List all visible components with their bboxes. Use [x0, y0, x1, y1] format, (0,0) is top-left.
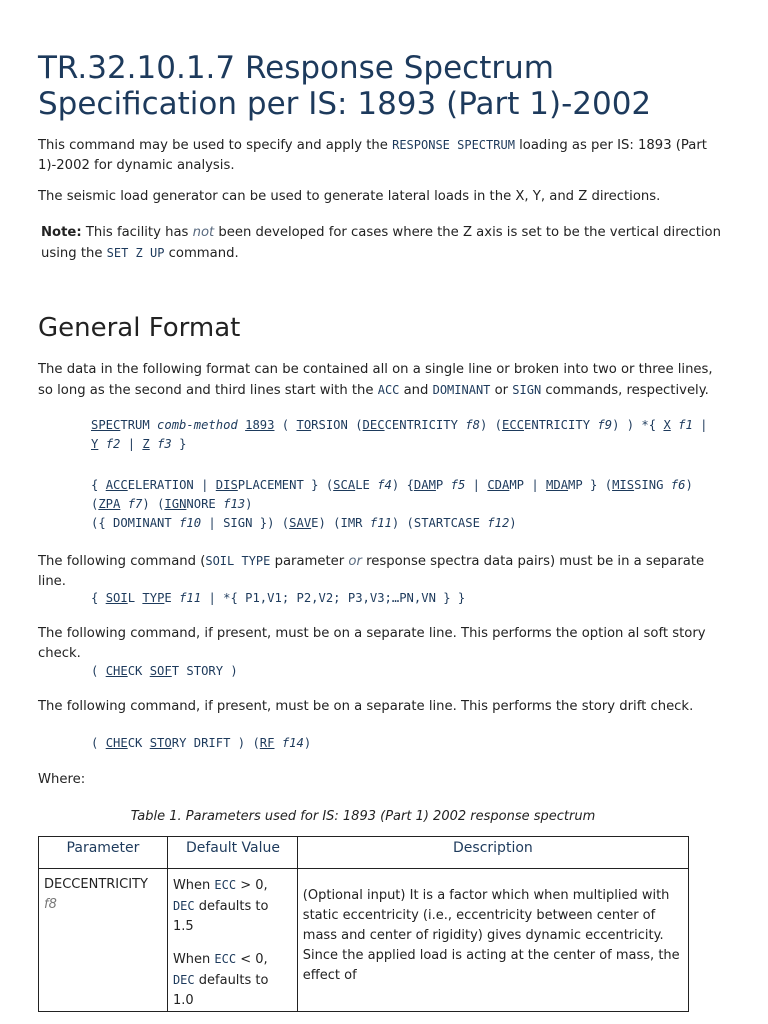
- header-default-value: Default Value: [167, 837, 297, 869]
- soft-story-paragraph: The following command, if present, must be on a separate line. This performs the option al soft story check.: [38, 626, 706, 661]
- param-name: DECCENTRICITY: [44, 877, 148, 892]
- page-title: TR.32.10.1.7 Response Spectrum Specification per IS: 1893 (Part 1)-2002: [38, 50, 652, 122]
- note-paragraph: [41, 223, 731, 264]
- note-text-end: command.: [164, 246, 239, 261]
- note-code: SET Z UP: [106, 246, 165, 260]
- table-row: [39, 869, 689, 1012]
- soil-text-end: response spectra data pairs) must be in a separate line.: [38, 554, 705, 589]
- syntax-soft-story: ( CHECK SOFT STORY ): [91, 664, 238, 678]
- parameters-table: [38, 836, 689, 1012]
- format-text-and: and: [399, 383, 433, 398]
- syntax-acceleration-block: { ACCELERATION | DISPLACEMENT } (SCALE f4) {DAMP f5 | CDAMP | MDAMP } (MISSING f6) (ZPA f7) (IGNNORE f13) ({ DOMINANT f10 | SIGN }) (SAVE) (IMR f11) (STARTCASE f12): [91, 478, 693, 530]
- default-code-dec: DEC: [172, 899, 195, 913]
- header-description: Description: [297, 837, 688, 869]
- format-text-end: commands, respectively.: [541, 383, 709, 398]
- soil-emphasis: or: [348, 554, 362, 569]
- soil-paragraph: [38, 551, 728, 592]
- default-code-dec: DEC: [172, 973, 195, 987]
- default-text-end: defaults to 1.0: [172, 973, 269, 1008]
- default-ecc-positive: [173, 875, 292, 937]
- default-text-end: defaults to 1.5: [172, 899, 269, 934]
- cell-default-value: [167, 869, 297, 1012]
- soil-text-mid: parameter: [270, 554, 349, 569]
- default-text-mid: > 0,: [236, 878, 268, 893]
- header-parameter: Parameter: [39, 837, 168, 869]
- default-text: When: [172, 878, 215, 893]
- default-code-ecc: ECC: [214, 878, 237, 892]
- general-format-heading: General Format: [38, 313, 241, 343]
- format-code-sign: SIGN: [512, 383, 542, 397]
- cell-parameter: [39, 869, 168, 1012]
- note-text-mid: been developed for cases where the Z axis is set to be the vertical direction using the: [41, 225, 721, 261]
- default-text: When: [172, 952, 215, 967]
- syntax-story-drift: ( CHECK STORY DRIFT ) (RF f14): [91, 736, 312, 750]
- format-paragraph: [38, 360, 728, 401]
- note-label: Note:: [41, 225, 82, 240]
- default-code-ecc: ECC: [214, 952, 237, 966]
- default-ecc-negative: [173, 949, 292, 1011]
- format-text-or: or: [490, 383, 513, 398]
- intro-text-end: loading as per IS: 1893 (Part 1)-2002 for dynamic analysis.: [38, 138, 707, 173]
- table-header-row: [39, 837, 689, 869]
- format-code-dominant: DOMINANT: [432, 383, 491, 397]
- seismic-paragraph: The seismic load generator can be used to generate lateral loads in the X, Y, and Z directions.: [38, 189, 661, 204]
- intro-text: This command may be used to specify and apply the: [38, 138, 393, 153]
- table-caption: Table 1. Parameters used for IS: 1893 (Part 1) 2002 response spectrum: [130, 809, 596, 824]
- intro-paragraph: [38, 135, 728, 176]
- syntax-spectrum-line: SPECTRUM comb-method 1893 ( TORSION (DECCENTRICITY f8) (ECCENTRICITY f9) ) *{ X f1 | Y f2 | Z f3 }: [91, 418, 708, 451]
- drift-paragraph: The following command, if present, must be on a separate line. This performs the story drift check.: [38, 699, 694, 714]
- note-emphasis: not: [192, 225, 215, 240]
- syntax-soil-type: { SOIL TYPE f11 | *{ P1,V1; P2,V2; P3,V3;…PN,VN } }: [91, 591, 466, 605]
- note-text: This facility has: [81, 225, 193, 240]
- format-text: The data in the following format can be contained all on a single line or broken into two or three lines, so long as the second and third lines start with the: [38, 362, 713, 398]
- where-label: Where:: [38, 772, 86, 787]
- soil-code: SOIL TYPE: [205, 554, 271, 568]
- cell-description: (Optional input) It is a factor which when multiplied with static eccentricity (i.e., eccentricity between center of mass and center of rigidity) gives dynamic eccentricity. Since the applied load is acting at the center of mass, the effect of: [297, 869, 688, 1012]
- format-code-acc: ACC: [377, 383, 400, 397]
- soil-text: The following command (: [38, 554, 206, 569]
- default-text-mid: < 0,: [236, 952, 268, 967]
- param-variable: f8: [44, 897, 57, 912]
- intro-code: RESPONSE SPECTRUM: [392, 138, 515, 152]
